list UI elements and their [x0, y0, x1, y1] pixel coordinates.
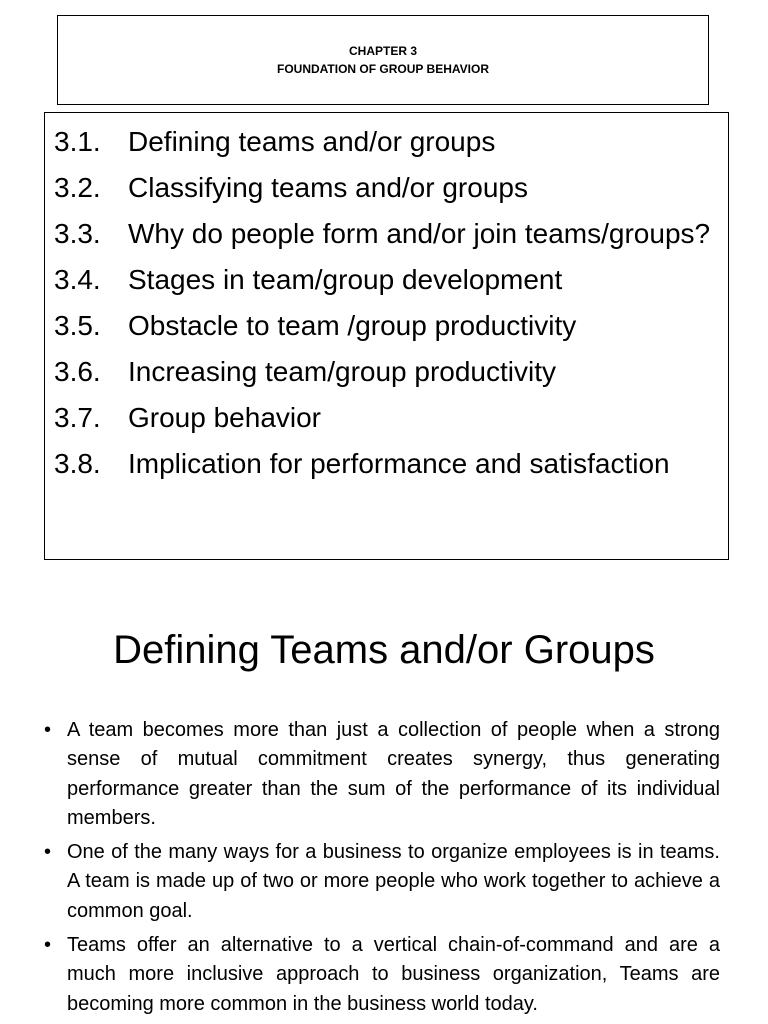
bullet-icon: • [44, 841, 52, 864]
list-item [44, 931, 720, 1019]
toc-item-text: Defining teams and/or groups [128, 126, 496, 157]
bullet-text: One of the many ways for a business to organize employees is in teams. A team is made up of two or more people who work together to achieve a common goal. [67, 841, 720, 922]
section-heading: Defining Teams and/or Groups [113, 628, 655, 672]
toc-item-text: Group behavior [128, 402, 322, 433]
chapter-title-box [57, 15, 709, 105]
toc-item-number: 3.5. [54, 310, 101, 341]
toc-item-number: 3.1. [54, 126, 101, 157]
table-of-contents [44, 112, 729, 560]
bullet-text: A team becomes more than just a collection of people when a strong sense of mutual commitment creates synergy, thus generating performance greater than the sum of the performance of its individual members. [67, 719, 720, 829]
toc-item-number: 3.3. [54, 218, 101, 249]
toc-item-text: Why do people form and/or join teams/groups? [128, 218, 711, 249]
toc-item [54, 119, 728, 165]
toc-item [54, 165, 728, 211]
chapter-title: FOUNDATION OF GROUP BEHAVIOR [276, 62, 489, 76]
toc-item [54, 349, 728, 395]
toc-item-number: 3.2. [54, 172, 101, 203]
list-item [44, 838, 720, 926]
toc-item [54, 441, 728, 487]
toc-item [54, 211, 728, 257]
toc-item-text: Implication for performance and satisfaction [128, 448, 670, 479]
toc-item [54, 303, 728, 349]
toc-item-text: Stages in team/group development [128, 264, 563, 295]
toc-item [54, 257, 728, 303]
toc-item-number: 3.6. [54, 356, 101, 387]
chapter-label: CHAPTER 3 [348, 44, 417, 58]
toc-item-text: Increasing team/group productivity [128, 356, 556, 387]
toc-item-number: 3.8. [54, 448, 101, 479]
bullet-text: Teams offer an alternative to a vertical chain-of-command and are a much more inclusive approach to business organization, Teams are becoming more common in the business world today. [67, 934, 720, 1015]
toc-item-number: 3.4. [54, 264, 101, 295]
bullet-icon: • [44, 719, 52, 741]
toc-item-text: Classifying teams and/or groups [128, 172, 528, 203]
bullet-icon: • [44, 934, 52, 957]
toc-item-text: Obstacle to team /group productivity [128, 310, 577, 341]
list-item [44, 716, 720, 833]
toc-item [54, 395, 728, 441]
toc-item-number: 3.7. [54, 402, 101, 433]
bullet-list [44, 716, 720, 1024]
